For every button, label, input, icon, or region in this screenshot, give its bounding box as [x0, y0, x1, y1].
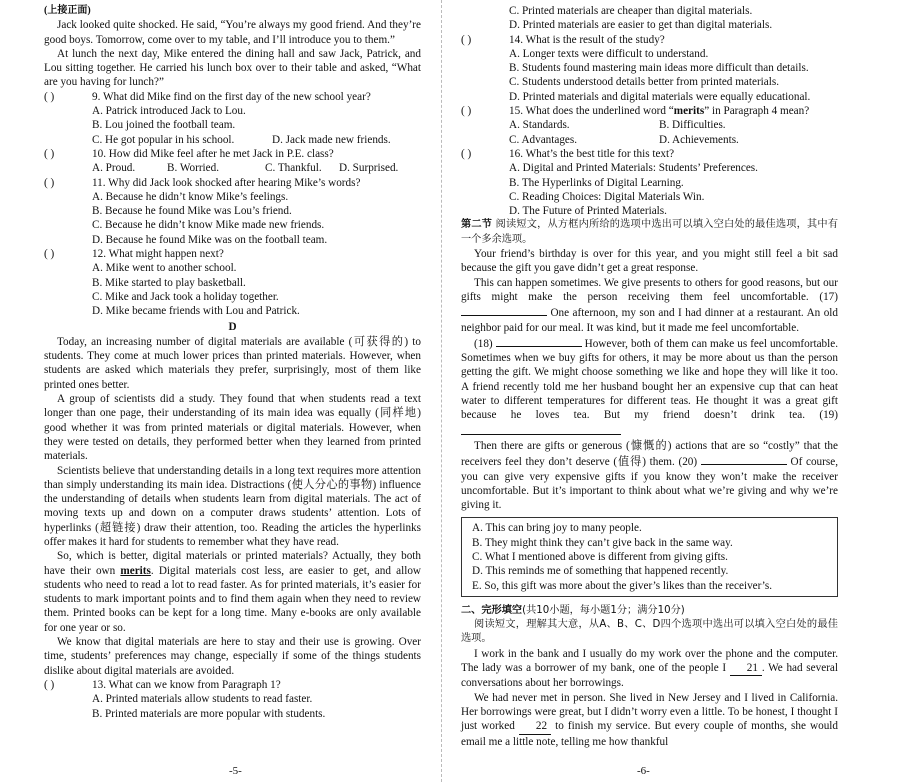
- option: C. Reading Choices: Digital Materials Win.: [509, 190, 705, 203]
- passage-paragraph: (18) However, both of them can make us feel uncomfortable. Sometimes when we buy gifts for others, it may be more about us than the person getting the gift. We might choose something we like and hope they will like it too. A friend recently told me her husband bought her an expensive cup that can heat water to different temperatures for different teas. He thought it was a great gift because he loves tea. But my friend doesn’t drink tea. (19): [461, 335, 838, 439]
- passage-paragraph: Then there are gifts or generous (慷慨的) actions that are so “costly” that the receivers feel they don’t deserve (值得) them. (20) Of course, you can give very expensive gifts if you know they won’t make the receiver uncomfortable. But it’s important to think about what we’re giving and why we’re giving it.: [461, 439, 838, 512]
- option: C. Advantages.: [509, 133, 578, 146]
- option: B. Mike started to play basketball.: [92, 276, 246, 289]
- question-16: ( ) 16. What’s the best title for this text?: [461, 147, 675, 160]
- answer-bracket[interactable]: ( ): [461, 147, 472, 160]
- answer-blank-21[interactable]: 21: [730, 661, 762, 676]
- option: B. Printed materials are more popular with students.: [92, 707, 326, 720]
- option: B. Difficulties.: [659, 119, 726, 132]
- answer-bracket[interactable]: ( ): [44, 248, 55, 261]
- answer-bracket[interactable]: ( ): [44, 678, 55, 691]
- quoted-word: merits: [673, 105, 705, 118]
- option: C. Students understood details better from printed materials.: [509, 76, 779, 89]
- option: D. Surprised.: [339, 162, 399, 175]
- passage-paragraph: A group of scientists did a study. They found that when students read a text longer than one page, their understanding of its main idea was equally (同样地) good whether it was from printed materials or digital materials. However, when they were tested on details, they performed better when they learned from printed materials.: [44, 393, 421, 463]
- passage-paragraph: Your friend’s birthday is over for this year, and you might still feel a bit sad because the gift you gave didn’t get a great response.: [461, 248, 838, 275]
- page-number-left: -5-: [229, 765, 242, 777]
- question-12: ( ) 12. What might happen next?: [44, 248, 224, 261]
- answer-bracket[interactable]: ( ): [44, 147, 55, 160]
- answer-blank-20[interactable]: [701, 453, 787, 465]
- option: D. Jack made new friends.: [272, 133, 391, 146]
- answer-bracket[interactable]: ( ): [44, 176, 55, 189]
- box-option: B. They might think they can’t give back in the same way.: [472, 536, 733, 549]
- story-paragraph: At lunch the next day, Mike entered the dining hall and saw Jack, Patrick, and Lou sitting together. He carried his lunch box over to their table and asked, “What are you having for lunch?”: [44, 47, 421, 89]
- option: B. The Hyperlinks of Digital Learning.: [509, 176, 684, 189]
- question-9: ( ) 9. What did Mike find on the first day of the new school year?: [44, 90, 371, 103]
- passage-paragraph: I work in the bank and I usually do my work over the phone and the computer. The lady was a borrower of my bank, one of the people I 21 . We had several conversations about her borrowings.: [461, 647, 838, 690]
- passage-paragraph: We had never met in person. She lived in New Jersey and I lived in California. Her borrowings were great, but I didn’t worry even a little. To be honest, I thought I just worked 22 to finish my service. But every couple of months, she would email me a little note, telling me how thankful: [461, 691, 839, 748]
- options-row: [461, 133, 838, 147]
- question-13: ( ) 13. What can we know from Paragraph 1?: [44, 678, 281, 691]
- options-row: [44, 161, 421, 175]
- option: B. Students found mastering main ideas more difficult than details.: [509, 62, 809, 75]
- story-paragraph: Jack looked quite shocked. He said, “You’re always my good friend. And they’re good boys. Tomorrow, come over to my table, and I’ll introduce you to them.”: [44, 19, 421, 46]
- answer-bracket[interactable]: ( ): [44, 90, 55, 103]
- box-option: D. This reminds me of something that happened recently.: [472, 565, 729, 578]
- option: A. Digital and Printed Materials: Students’ Preferences.: [509, 162, 758, 175]
- section-instructions: 第二节 阅读短文，从方框内所给的选项中选出可以填入空白处的最佳选项，其中有一个多余选项。: [461, 219, 838, 245]
- right-column: [461, 4, 838, 749]
- box-option: A. This can bring joy to many people.: [472, 522, 642, 535]
- part-instructions: 阅读短文，理解其大意，从A、B、C、D四个选项中选出可以填入空白处的最佳选项。: [461, 619, 838, 645]
- option: D. The Future of Printed Materials.: [509, 205, 667, 218]
- question-14: ( ) 14. What is the result of the study?: [461, 33, 665, 46]
- option: B. Worried.: [167, 162, 220, 175]
- part-title: 二、完形填空(共10小题，每小题1分；满分10分): [461, 604, 685, 616]
- box-option: C. What I mentioned above is different from giving gifts.: [472, 550, 728, 563]
- question-11: ( ) 11. Why did Jack look shocked after hearing Mike’s words?: [44, 176, 361, 189]
- option: B. Lou joined the football team.: [92, 119, 236, 132]
- box-option: E. So, this gift was more about the giver’s likes than the receiver’s.: [472, 579, 773, 592]
- passage-paragraph: This can happen sometimes. We give presents to others for good reasons, but our gifts might make the person receiving them feel uncomfortable. (17) One afternoon, my son and I had dinner at a restaurant. An old neighbor paid for our meal. It was kind, but it made me feel uncomfortable.: [461, 276, 838, 334]
- answer-bracket[interactable]: ( ): [461, 105, 472, 118]
- left-column: [44, 4, 421, 721]
- options-box: [461, 517, 838, 596]
- underlined-word: merits: [120, 564, 151, 577]
- option: C. Mike and Jack took a holiday together.: [92, 290, 279, 303]
- option: C. Thankful.: [265, 162, 322, 175]
- question-15: ( ) 15. What does the underlined word “merits” in Paragraph 4 mean?: [461, 105, 810, 118]
- option: D. Mike became friends with Lou and Patrick.: [92, 305, 300, 318]
- option: A. Printed materials allow students to read faster.: [92, 693, 313, 706]
- passage-paragraph: So, which is better, digital materials or printed materials? Actually, they both have their own merits. Digital materials cost less, are easier to get, and allow students who need to read a lot to read faster. As for printed materials, it’s easier for students to mark important points and to find them again when they need to review them. Printed books can be kept for a long time. Many e-books are only available for one year or so.: [44, 550, 422, 634]
- option: D. Printed materials and digital materials were equally educational.: [509, 90, 811, 103]
- options-row: [44, 104, 421, 118]
- passage-paragraph: Scientists believe that understanding details in a long text requires more attention than simply understanding its main idea. Distractions (使人分心的事物) influence the understanding of details when students learn from digital materials. The act of moving texts up and down on a computer draws students’ attention. Lots of hyperlinks (超链接) draw their attention, too. Reading the articles the hyperlinks offer makes it hard for students to remember what they have read.: [44, 464, 421, 548]
- answer-blank-18[interactable]: [496, 335, 582, 347]
- option: A. Mike went to another school.: [92, 262, 237, 275]
- option: D. Achievements.: [659, 133, 739, 146]
- passage-heading: D: [228, 320, 237, 333]
- page-number-right: -6-: [637, 765, 650, 777]
- option: A. Standards.: [509, 119, 570, 132]
- option: D. Because he found Mike was on the football team.: [92, 233, 328, 246]
- passage-paragraph: We know that digital materials are here to stay and their use is growing. Over time, students’ preferences may change, especially if some of the things students dislike about digital materials are avoided.: [44, 636, 421, 677]
- option: C. Because he didn’t know Mike made new friends.: [92, 219, 325, 232]
- option: A. Patrick introduced Jack to Lou.: [92, 105, 246, 118]
- option: D. Printed materials are easier to get than digital materials.: [509, 19, 773, 32]
- page-divider: [441, 0, 442, 782]
- answer-bracket[interactable]: ( ): [461, 33, 472, 46]
- option: A. Proud.: [92, 162, 136, 175]
- option: A. Because he didn’t know Mike’s feelings.: [92, 190, 289, 203]
- options-row: [44, 133, 421, 147]
- answer-blank-19[interactable]: [461, 423, 621, 435]
- passage-paragraph: Today, an increasing number of digital materials are available (可获得的) to students. They come at much lower prices than printed materials. However, when students are asked which materials they prefer, surprisingly, most of them like printed ones better.: [44, 335, 421, 391]
- option: C. Printed materials are cheaper than digital materials.: [509, 5, 753, 17]
- options-row: [461, 118, 838, 132]
- answer-blank-17[interactable]: [461, 304, 547, 316]
- option: A. Longer texts were difficult to understand.: [509, 47, 709, 60]
- question-10: ( ) 10. How did Mike feel after he met Jack in P.E. class?: [44, 147, 334, 160]
- option: B. Because he found Mike was Lou’s friend.: [92, 205, 292, 218]
- continued-label: (上接正面): [44, 5, 91, 16]
- answer-blank-22[interactable]: 22: [519, 719, 551, 734]
- option: C. He got popular in his school.: [92, 133, 235, 146]
